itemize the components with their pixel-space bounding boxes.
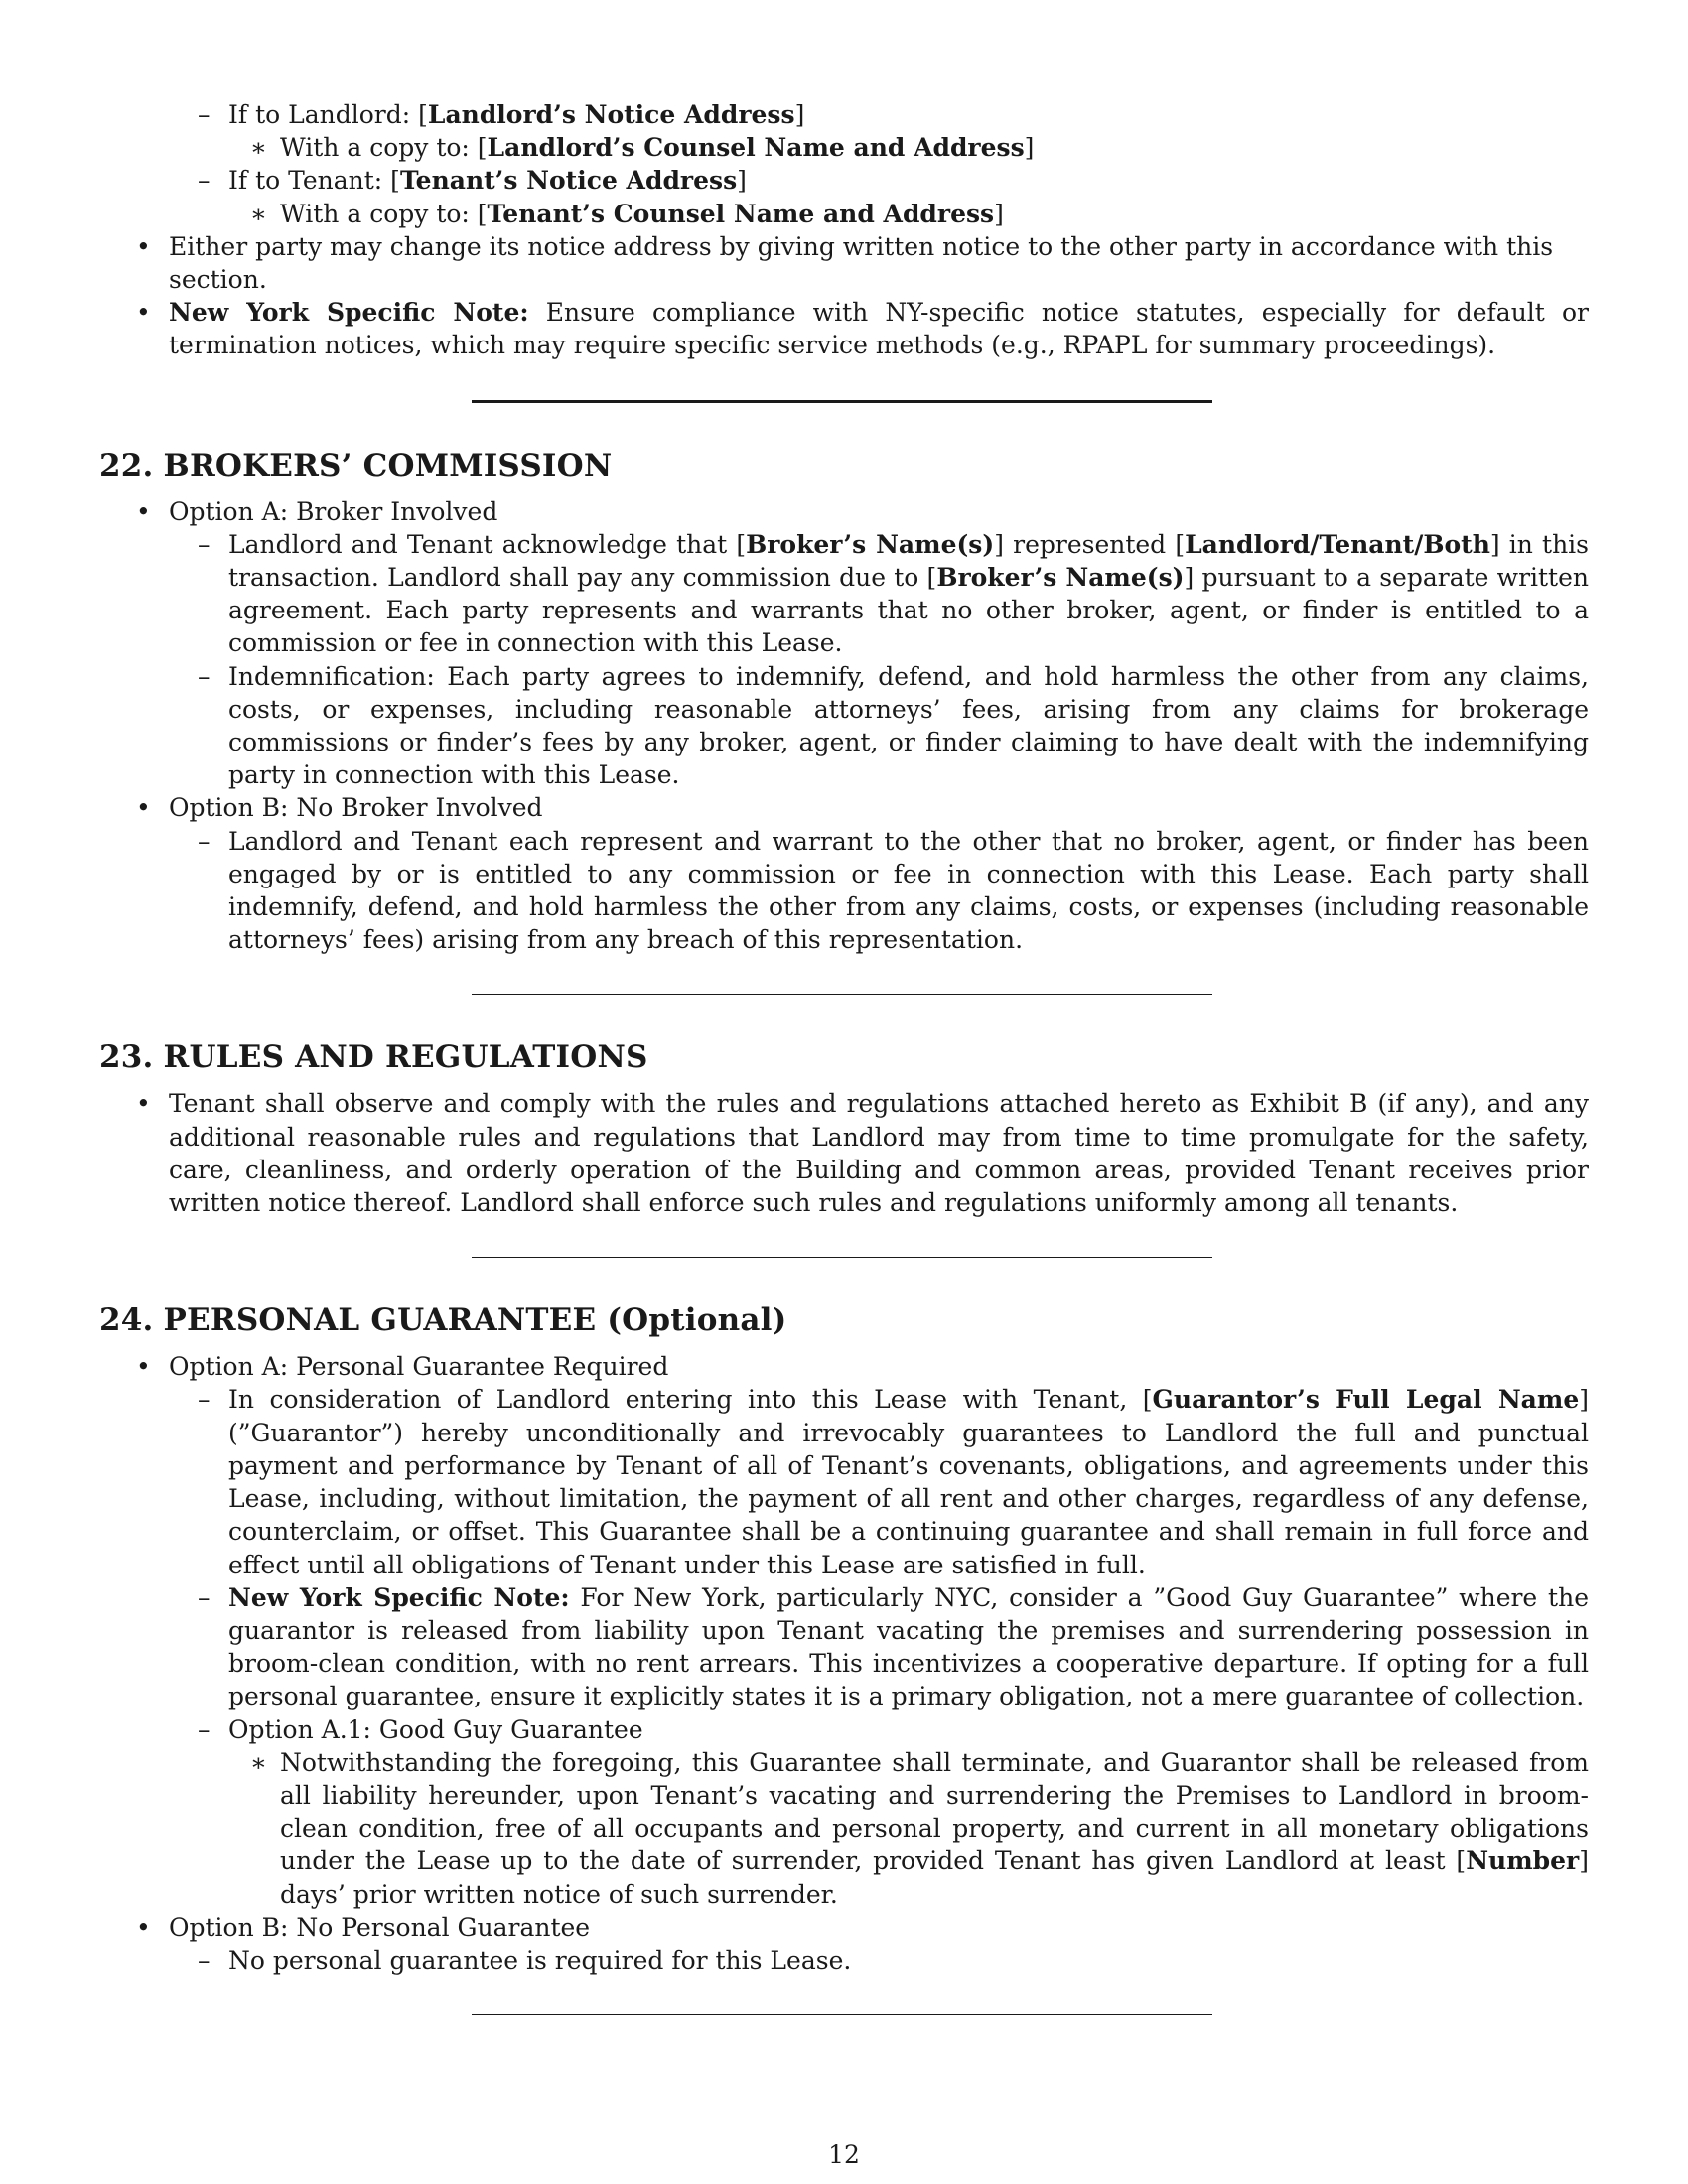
ny-notice-note-label: New York Specific Note:	[169, 298, 529, 328]
s23-rules-item	[99, 1087, 1589, 1219]
ny-notice-note-item	[99, 296, 1589, 361]
landlord-notice-field: Landlord’s Notice Address	[427, 100, 795, 129]
tenant-copy-field: Tenant’s Counsel Name and Address	[487, 199, 995, 228]
page-number: 12	[828, 2140, 860, 2169]
s22-ack-text-4: ] pursuant to a separate written agreement. Each party represents and warrants that no other broker, agent, or finder is entitled to a commission or fee in connection with this Lease.	[228, 563, 1590, 658]
s24-ny-note-label: New York Specific Note:	[228, 1582, 570, 1612]
guarantor-name-field: Guarantor’s Full Legal Name	[1152, 1385, 1580, 1415]
landlord-notice-item: – If to Landlord: [Landlord’s Notice Address] ∗ With a copy to: [Landlord’s Counsel Name and Address]	[169, 98, 1589, 164]
notice-addresses	[99, 98, 1589, 230]
s22-option-b-label: Option B: No Broker Involved	[169, 793, 543, 823]
section-22-heading	[99, 446, 1589, 485]
number-field: Number	[1466, 1846, 1580, 1876]
broker-name-field-2: Broker’s Name(s)	[936, 563, 1185, 593]
landlord-copy-field: Landlord’s Counsel Name and Address	[487, 133, 1025, 163]
s22-option-b-list	[169, 825, 1589, 957]
s24-option-a1-label: Option A.1: Good Guy Guarantee	[228, 1714, 643, 1744]
s24-good-guy-text-2: ] days’ prior written notice of such surrender.	[280, 1846, 1589, 1909]
ny-notice-note-text: Ensure compliance with NY-specific notice statutes, especially for default or termination notices, which may require specific service methods (e.g., RPAPL for summary proceedings).	[169, 298, 1589, 360]
landlord-notice-prefix: If to Landlord: [	[228, 100, 428, 129]
party-field: Landlord/Tenant/Both	[1185, 529, 1490, 559]
s22-option-a	[99, 495, 1589, 792]
s24-option-a1-list	[228, 1746, 1589, 1911]
section-22-number: 22.	[99, 447, 154, 483]
s24-option-b-label: Option B: No Personal Guarantee	[169, 1912, 591, 1942]
section-23-heading	[99, 1037, 1589, 1077]
s22-indemnification-text: Indemnification: Each party agrees to indemnify, defend, and hold harmless the other from any claims, costs, or expenses, including reasonable attorneys’ fees, arising from any claims for brokerage commissions or finder’s fees by any broker, agent, or finder claiming to have dealt with the indemnifying party in connection with this Lease.	[228, 661, 1589, 790]
s22-option-a-list	[169, 528, 1589, 792]
tenant-copy-list	[228, 198, 1589, 230]
tenant-notice-field: Tenant’s Notice Address	[399, 166, 738, 196]
landlord-copy-list	[228, 131, 1589, 164]
landlord-copy-item: ∗ With a copy to: [Landlord’s Counsel Name and Address]	[228, 131, 1589, 164]
tenant-notice-prefix: If to Tenant: [	[228, 166, 400, 196]
s24-consideration	[169, 1383, 1589, 1580]
section-22-title: BROKERS’ COMMISSION	[163, 447, 613, 483]
s24-good-guy-text-1: Notwithstanding the foregoing, this Guarantee shall terminate, and Guarantor shall be released from all liability hereunder, upon Tenant’s vacating and surrendering the Premises to Landlord in broom-clean condition, free of all occupants and personal property, and current in all monetary obligations under the Lease up to the date of surrender, provided Tenant has given Landlord at least [	[280, 1747, 1589, 1876]
section-24-number: 24.	[99, 1302, 154, 1339]
s24-option-a	[99, 1350, 1589, 1910]
s24-option-a1	[169, 1713, 1589, 1911]
s24-option-b	[99, 1911, 1589, 1977]
s24-consideration-text-2: ] (”Guarantor”) hereby unconditionally and irrevocably guarantees to Landlord the full and punctual payment and performance by Tenant of all of Tenant’s covenants, obligations, and agreements under this Lease, including, without limitation, the payment of all rent and other charges, regardless of any defense, counterclaim, or offset. This Guarantee shall be a continuing guarantee and shall remain in full force and effect until all obligations of Tenant under this Lease are satisfied in full.	[228, 1385, 1589, 1579]
s22-option-a-label: Option A: Broker Involved	[169, 496, 498, 526]
change-address-text: Either party may change its notice address by giving written notice to the other party in accordance with this section.	[169, 231, 1554, 295]
change-address-item	[99, 230, 1589, 296]
s24-no-guarantee-text: No personal guarantee is required for this Lease.	[228, 1945, 852, 1975]
s24-ny-note-text: For New York, particularly NYC, consider a ”Good Guy Guarantee” where the guarantor is released from liability upon Tenant vacating the premises and surrendering possession in broom-clean condition, with no rent arrears. This incentivizes a cooperative departure. If opting for a full personal guarantee, ensure it explicitly states it is a primary obligation, not a mere guarantee of collection.	[228, 1582, 1589, 1711]
landlord-copy-prefix: With a copy to: [	[280, 133, 488, 163]
s24-option-a-label: Option A: Personal Guarantee Required	[169, 1352, 669, 1382]
section-divider	[472, 1257, 1212, 1258]
s24-option-a-list	[169, 1383, 1589, 1910]
s22-ack-text-2: ] represented [	[994, 529, 1186, 559]
s22-ack-text-3: ] in this transaction. Landlord shall pay any commission due to [	[228, 529, 1590, 593]
s24-option-b-list	[169, 1944, 1589, 1977]
notice-address-list	[169, 98, 1589, 230]
s22-no-broker-text: Landlord and Tenant each represent and warrant to the other that no broker, agent, or finder has been engaged by or is entitled to any commission or fee in connection with this Lease. Each party shall indemnify, defend, and hold harmless the other from any claims, costs, or expenses (including reasonable attorneys’ fees) arising from any breach of this representation.	[228, 826, 1589, 955]
s22-ack-text-1: Landlord and Tenant acknowledge that [	[228, 529, 747, 559]
s22-option-b	[99, 791, 1589, 956]
section-23-title: RULES AND REGULATIONS	[163, 1039, 648, 1076]
notices-list	[99, 98, 1589, 362]
section-23-list	[99, 1087, 1589, 1219]
page-content	[99, 98, 1589, 2015]
broker-name-field: Broker’s Name(s)	[746, 529, 995, 559]
section-23-number: 23.	[99, 1039, 154, 1076]
s24-consideration-text-1: In consideration of Landlord entering into this Lease with Tenant, [	[228, 1385, 1153, 1415]
section-24-list	[99, 1350, 1589, 1977]
s22-no-broker	[169, 825, 1589, 957]
s22-acknowledgment	[169, 528, 1589, 660]
section-divider	[472, 994, 1212, 995]
section-24-heading	[99, 1300, 1589, 1340]
s22-indemnification	[169, 660, 1589, 792]
tenant-notice-item: – If to Tenant: [Tenant’s Notice Address] ∗ With a copy to: [Tenant’s Counsel Name and Address]	[169, 164, 1589, 229]
s24-good-guy-clause	[228, 1746, 1589, 1911]
section-24-title: PERSONAL GUARANTEE (Optional)	[163, 1302, 787, 1339]
s23-rules-text: Tenant shall observe and comply with the rules and regulations attached hereto as Exhibit B (if any), and any additional reasonable rules and regulations that Landlord may from time to time promulgate for the safety, care, cleanliness, and orderly operation of the Building and common areas, provided Tenant receives prior written notice thereof. Landlord shall enforce such rules and regulations uniformly among all tenants.	[169, 1089, 1589, 1218]
tenant-copy-prefix: With a copy to: [	[280, 199, 488, 228]
section-22-list	[99, 495, 1589, 957]
s24-ny-note	[169, 1581, 1589, 1713]
s24-no-guarantee	[169, 1944, 1589, 1977]
section-divider	[472, 2014, 1212, 2015]
section-divider	[472, 400, 1212, 403]
tenant-copy-item: ∗ With a copy to: [Tenant’s Counsel Name and Address]	[228, 198, 1589, 230]
